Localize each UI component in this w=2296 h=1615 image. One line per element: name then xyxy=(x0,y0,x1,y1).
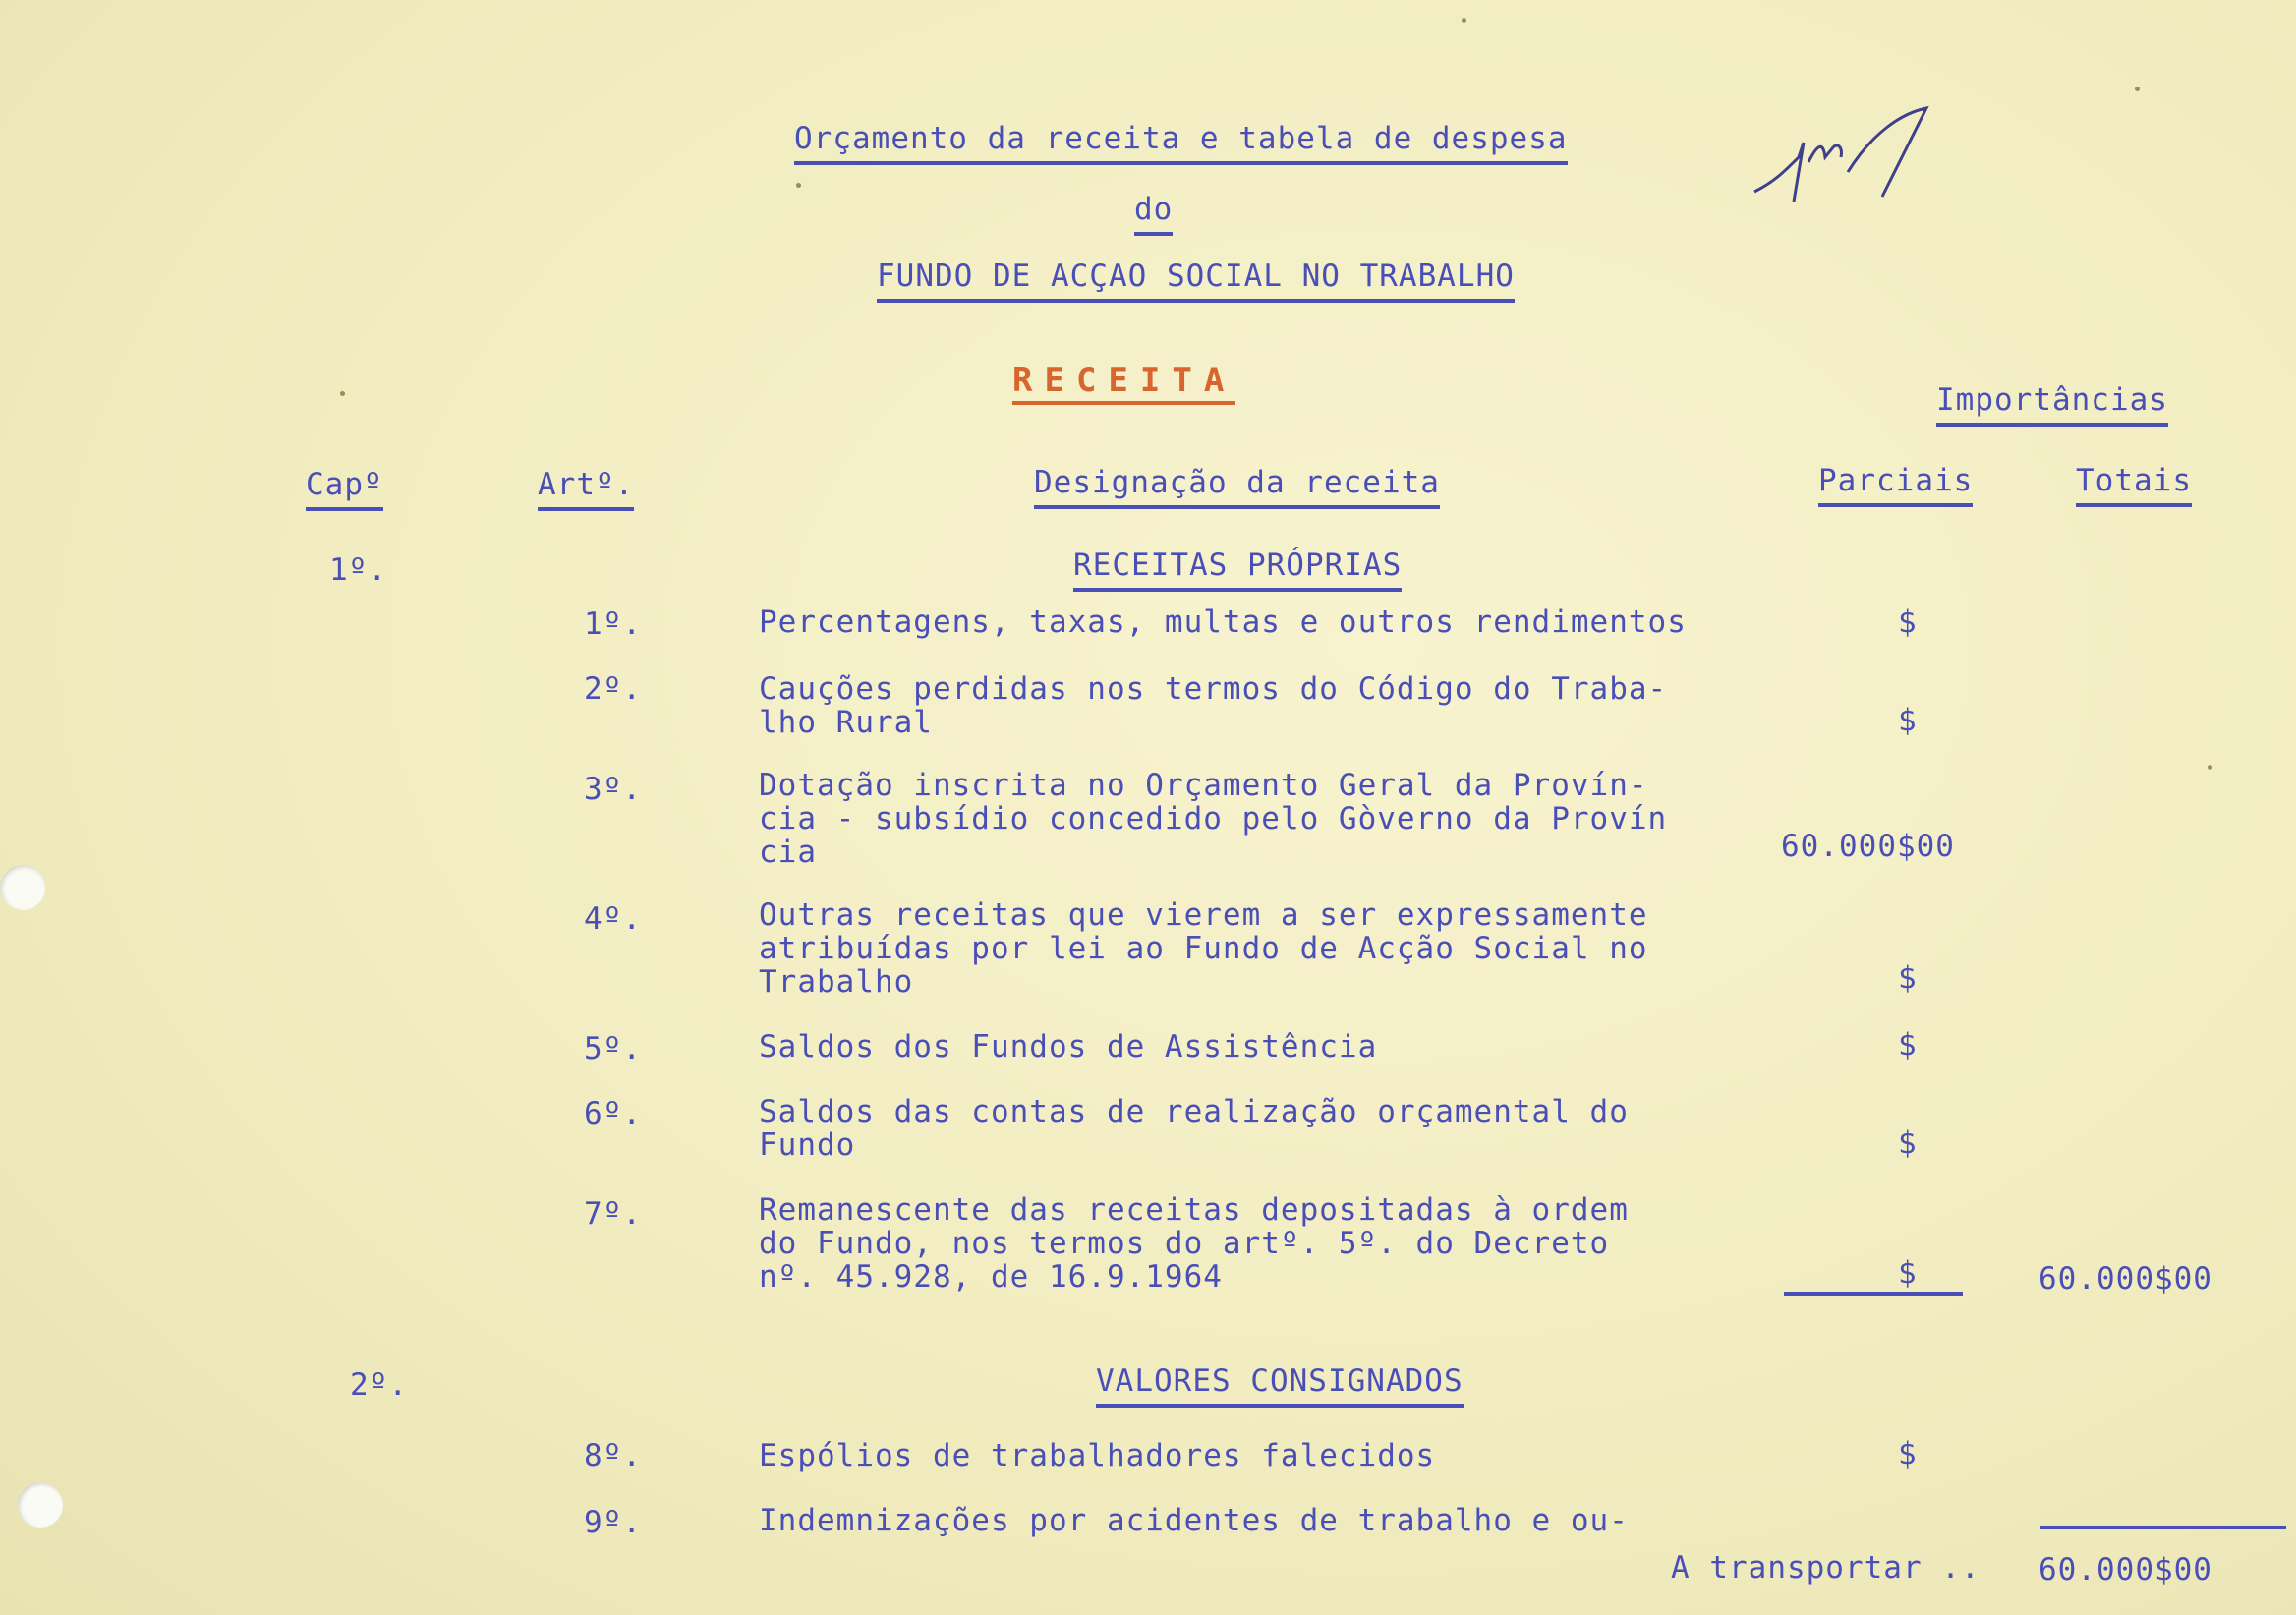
article-partial-amount: $ xyxy=(1898,1027,1918,1063)
section-heading-receita: RECEITA xyxy=(1012,364,1235,405)
fund-name: FUNDO DE ACÇAO SOCIAL NO TRABALHO xyxy=(877,260,1515,303)
article-number: 3º. xyxy=(584,772,642,807)
paper-speck xyxy=(2208,765,2212,770)
article-number: 9º. xyxy=(584,1505,642,1540)
chapter-number: 1º. xyxy=(329,552,387,588)
document-title: Orçamento da receita e tabela de despesa xyxy=(794,122,1568,165)
column-header-designacao: Designação da receita xyxy=(1034,466,1440,509)
article-partial-amount: $ xyxy=(1898,960,1918,996)
article-number: 2º. xyxy=(584,671,642,707)
carry-forward-label: A transportar .. xyxy=(1671,1550,1980,1586)
chapter-title: VALORES CONSIGNADOS xyxy=(1096,1364,1464,1408)
carry-forward-rule xyxy=(2040,1526,2286,1529)
document-title-connector: do xyxy=(1134,193,1173,236)
article-partial-amount: $ xyxy=(1898,605,1918,640)
article-partial-amount: $ xyxy=(1898,703,1918,738)
article-partial-amount: $ xyxy=(1898,1125,1918,1161)
article-description: Saldos das contas de realização orçamental do Fundo xyxy=(759,1094,1629,1163)
article-number: 4º. xyxy=(584,901,642,937)
article-number: 7º. xyxy=(584,1196,642,1232)
punch-hole-bottom xyxy=(18,1482,63,1528)
subtotal-rule xyxy=(1784,1292,1963,1296)
chapter-total-amount: 60.000$00 xyxy=(2038,1261,2212,1297)
article-partial-amount: $ xyxy=(1898,1255,1918,1291)
article-description: Dotação inscrita no Orçamento Geral da Provín- cia - subsídio concedido pelo Gòverno da Provín cia xyxy=(759,768,1668,870)
article-description: Indemnizações por acidentes de trabalho e ou- xyxy=(759,1503,1629,1538)
article-description: Remanescente das receitas depositadas à ordem do Fundo, nos termos do artº. 5º. do Decreto nº. 45.928, de 16.9.1964 xyxy=(759,1192,1629,1295)
article-partial-amount: $ xyxy=(1898,1436,1918,1471)
article-description: Outras receitas que vierem a ser expressamente atribuídas por lei ao Fundo de Acção Social no Trabalho xyxy=(759,897,1648,1000)
column-header-totais: Totais xyxy=(2076,464,2192,507)
article-description: Cauções perdidas nos termos do Código do Traba- lho Rural xyxy=(759,671,1668,740)
article-description: Espólios de trabalhadores falecidos xyxy=(759,1438,1436,1473)
paper-speck xyxy=(2135,87,2140,91)
chapter-title: RECEITAS PRÓPRIAS xyxy=(1073,548,1402,592)
article-number: 8º. xyxy=(584,1438,642,1473)
column-header-cap: Capº xyxy=(306,468,383,511)
column-header-parciais: Parciais xyxy=(1818,464,1973,507)
chapter-number: 2º. xyxy=(350,1367,408,1403)
paper-speck xyxy=(796,183,801,188)
article-number: 1º. xyxy=(584,606,642,642)
paper-speck xyxy=(1462,18,1466,23)
punch-hole-top xyxy=(0,865,45,910)
article-description: Percentagens, taxas, multas e outros rendimentos xyxy=(759,605,1687,640)
article-number: 5º. xyxy=(584,1031,642,1067)
article-number: 6º. xyxy=(584,1096,642,1131)
article-description: Saldos dos Fundos de Assistência xyxy=(759,1029,1378,1065)
importancias-heading: Importâncias xyxy=(1936,383,2168,427)
paper-speck xyxy=(340,391,345,396)
column-header-art: Artº. xyxy=(538,468,634,511)
article-partial-amount: 60.000$00 xyxy=(1781,829,1955,864)
carry-forward-amount: 60.000$00 xyxy=(2038,1552,2212,1587)
handwritten-page-mark xyxy=(1745,103,1941,211)
